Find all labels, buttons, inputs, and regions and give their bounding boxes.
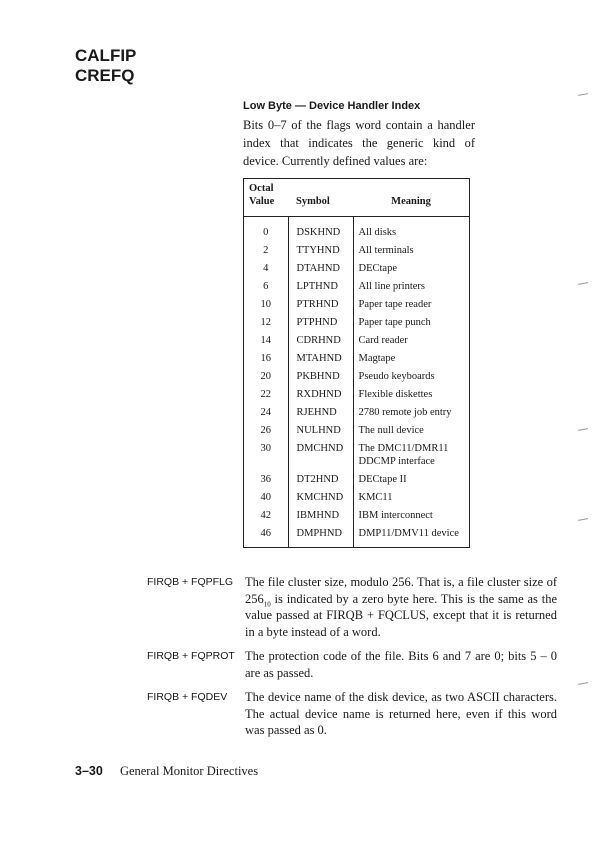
page-number: 3–30 — [75, 763, 103, 778]
cell-symbol: CDRHND — [288, 334, 353, 352]
table-row — [244, 244, 470, 262]
definition-fqpflg — [147, 574, 562, 640]
cell-symbol: DT2HND — [288, 473, 353, 491]
cell-meaning: DMP11/DMV11 device — [358, 528, 459, 540]
table-row — [244, 406, 470, 424]
cell-octal-value: 40 — [244, 491, 289, 509]
cell-meaning: IBM interconnect — [358, 510, 433, 522]
definition-text: The protection code of the file. Bits 6 and 7 are 0; bits 5 – 0 are as passed. — [245, 649, 557, 680]
header-symbol: Symbol — [288, 179, 353, 217]
page-footer — [75, 747, 604, 779]
cell-symbol: RJEHND — [288, 406, 353, 424]
margin-mark — [578, 428, 588, 431]
cell-meaning: KMC11 — [358, 492, 393, 504]
cell-octal-value: 20 — [244, 370, 289, 388]
cell-meaning: DECtape — [358, 263, 397, 275]
table-row — [244, 316, 470, 334]
cell-meaning: 2780 remote job entry — [358, 407, 452, 419]
footer-title: General Monitor Directives — [119, 763, 259, 778]
table-row — [244, 527, 470, 548]
cell-meaning: The null device — [358, 425, 424, 437]
table-row — [244, 370, 470, 388]
cell-meaning: Paper tape reader — [358, 299, 432, 311]
margin-mark — [578, 518, 588, 521]
cell-meaning: Flexible diskettes — [358, 389, 433, 401]
cell-meaning: Pseudo keyboards — [358, 371, 435, 383]
cell-meaning: The DMC11/DMR11 DDCMP interface — [358, 443, 449, 468]
cell-octal-value: 2 — [244, 244, 289, 262]
table-row — [244, 473, 470, 491]
table-row — [244, 298, 470, 316]
header-octal-value: Octal Value — [244, 179, 289, 217]
cell-meaning: Card reader — [358, 335, 408, 347]
margin-mark — [578, 93, 588, 96]
cell-octal-value: 6 — [244, 280, 289, 298]
cell-octal-value: 24 — [244, 406, 289, 424]
cell-symbol: IBMHND — [288, 509, 353, 527]
cell-meaning: DECtape II — [358, 474, 407, 486]
cell-octal-value: 46 — [244, 527, 289, 548]
definition-fqdev — [147, 689, 562, 739]
cell-symbol: PKBHND — [288, 370, 353, 388]
cell-symbol: DSKHND — [288, 217, 353, 245]
cell-symbol: RXDHND — [288, 388, 353, 406]
margin-mark — [578, 282, 588, 285]
cell-octal-value: 42 — [244, 509, 289, 527]
definition-text: The device name of the disk device, as two ASCII characters. The actual device name is returned here, even if this word was passed as 0. — [245, 690, 557, 738]
table-row — [244, 491, 470, 509]
handler-index-table — [243, 178, 470, 548]
header-meaning: Meaning — [353, 179, 470, 217]
cell-symbol: TTYHND — [288, 244, 353, 262]
cell-symbol: NULHND — [288, 424, 353, 442]
table-row — [244, 388, 470, 406]
cell-meaning: All line printers — [358, 281, 425, 293]
cell-symbol: DTAHND — [288, 262, 353, 280]
cell-octal-value: 10 — [244, 298, 289, 316]
cell-octal-value: 26 — [244, 424, 289, 442]
cell-symbol: DMCHND — [288, 442, 353, 473]
definition-label: FIRQB + FQPROT — [147, 650, 235, 663]
cell-meaning: All disks — [358, 227, 397, 239]
table-row — [244, 352, 470, 370]
cell-octal-value: 0 — [244, 217, 289, 245]
definition-text: The file cluster size, modulo 256. That is, a file cluster size of $256_{10}$ is indicated by a zero byte here. This is the same as the value passed at FIRQB + FQCLUS, except that it is returned in a byte instead of a word. — [245, 575, 557, 639]
cell-symbol: KMCHND — [288, 491, 353, 509]
cell-octal-value: 12 — [244, 316, 289, 334]
intro-paragraph: Bits 0–7 of the flags word contain a handler index that indicates the generic kind of device. Currently defined values are: — [243, 118, 475, 168]
cell-meaning: Paper tape punch — [358, 317, 431, 329]
definitions-list — [147, 574, 562, 747]
table-row — [244, 334, 470, 352]
table-row — [244, 217, 470, 245]
cell-octal-value: 14 — [244, 334, 289, 352]
cell-symbol: MTAHND — [288, 352, 353, 370]
cell-meaning: Magtape — [358, 353, 396, 365]
cell-symbol: DMPHND — [288, 527, 353, 548]
cell-octal-value: 36 — [244, 473, 289, 491]
table-row — [244, 424, 470, 442]
cell-symbol: PTRHND — [288, 298, 353, 316]
definition-label: FIRQB + FQDEV — [147, 691, 228, 704]
heading-calfip: CALFIP — [75, 46, 137, 65]
table-row — [244, 509, 470, 527]
cell-symbol: LPTHND — [288, 280, 353, 298]
definition-fqprot — [147, 648, 562, 681]
definition-label: FIRQB + FQPFLG — [147, 576, 234, 589]
cell-octal-value: 30 — [244, 442, 289, 473]
cell-meaning: All terminals — [358, 245, 414, 257]
page-headings — [75, 46, 604, 86]
table-row — [244, 280, 470, 298]
cell-symbol: PTPHND — [288, 316, 353, 334]
margin-mark — [578, 682, 588, 685]
cell-octal-value: 22 — [244, 388, 289, 406]
section-subheading: Low Byte — Device Handler Index — [243, 100, 421, 112]
table-row — [244, 442, 470, 473]
cell-octal-value: 4 — [244, 262, 289, 280]
heading-crefq: CREFQ — [75, 66, 135, 85]
cell-octal-value: 16 — [244, 352, 289, 370]
table-row — [244, 262, 470, 280]
